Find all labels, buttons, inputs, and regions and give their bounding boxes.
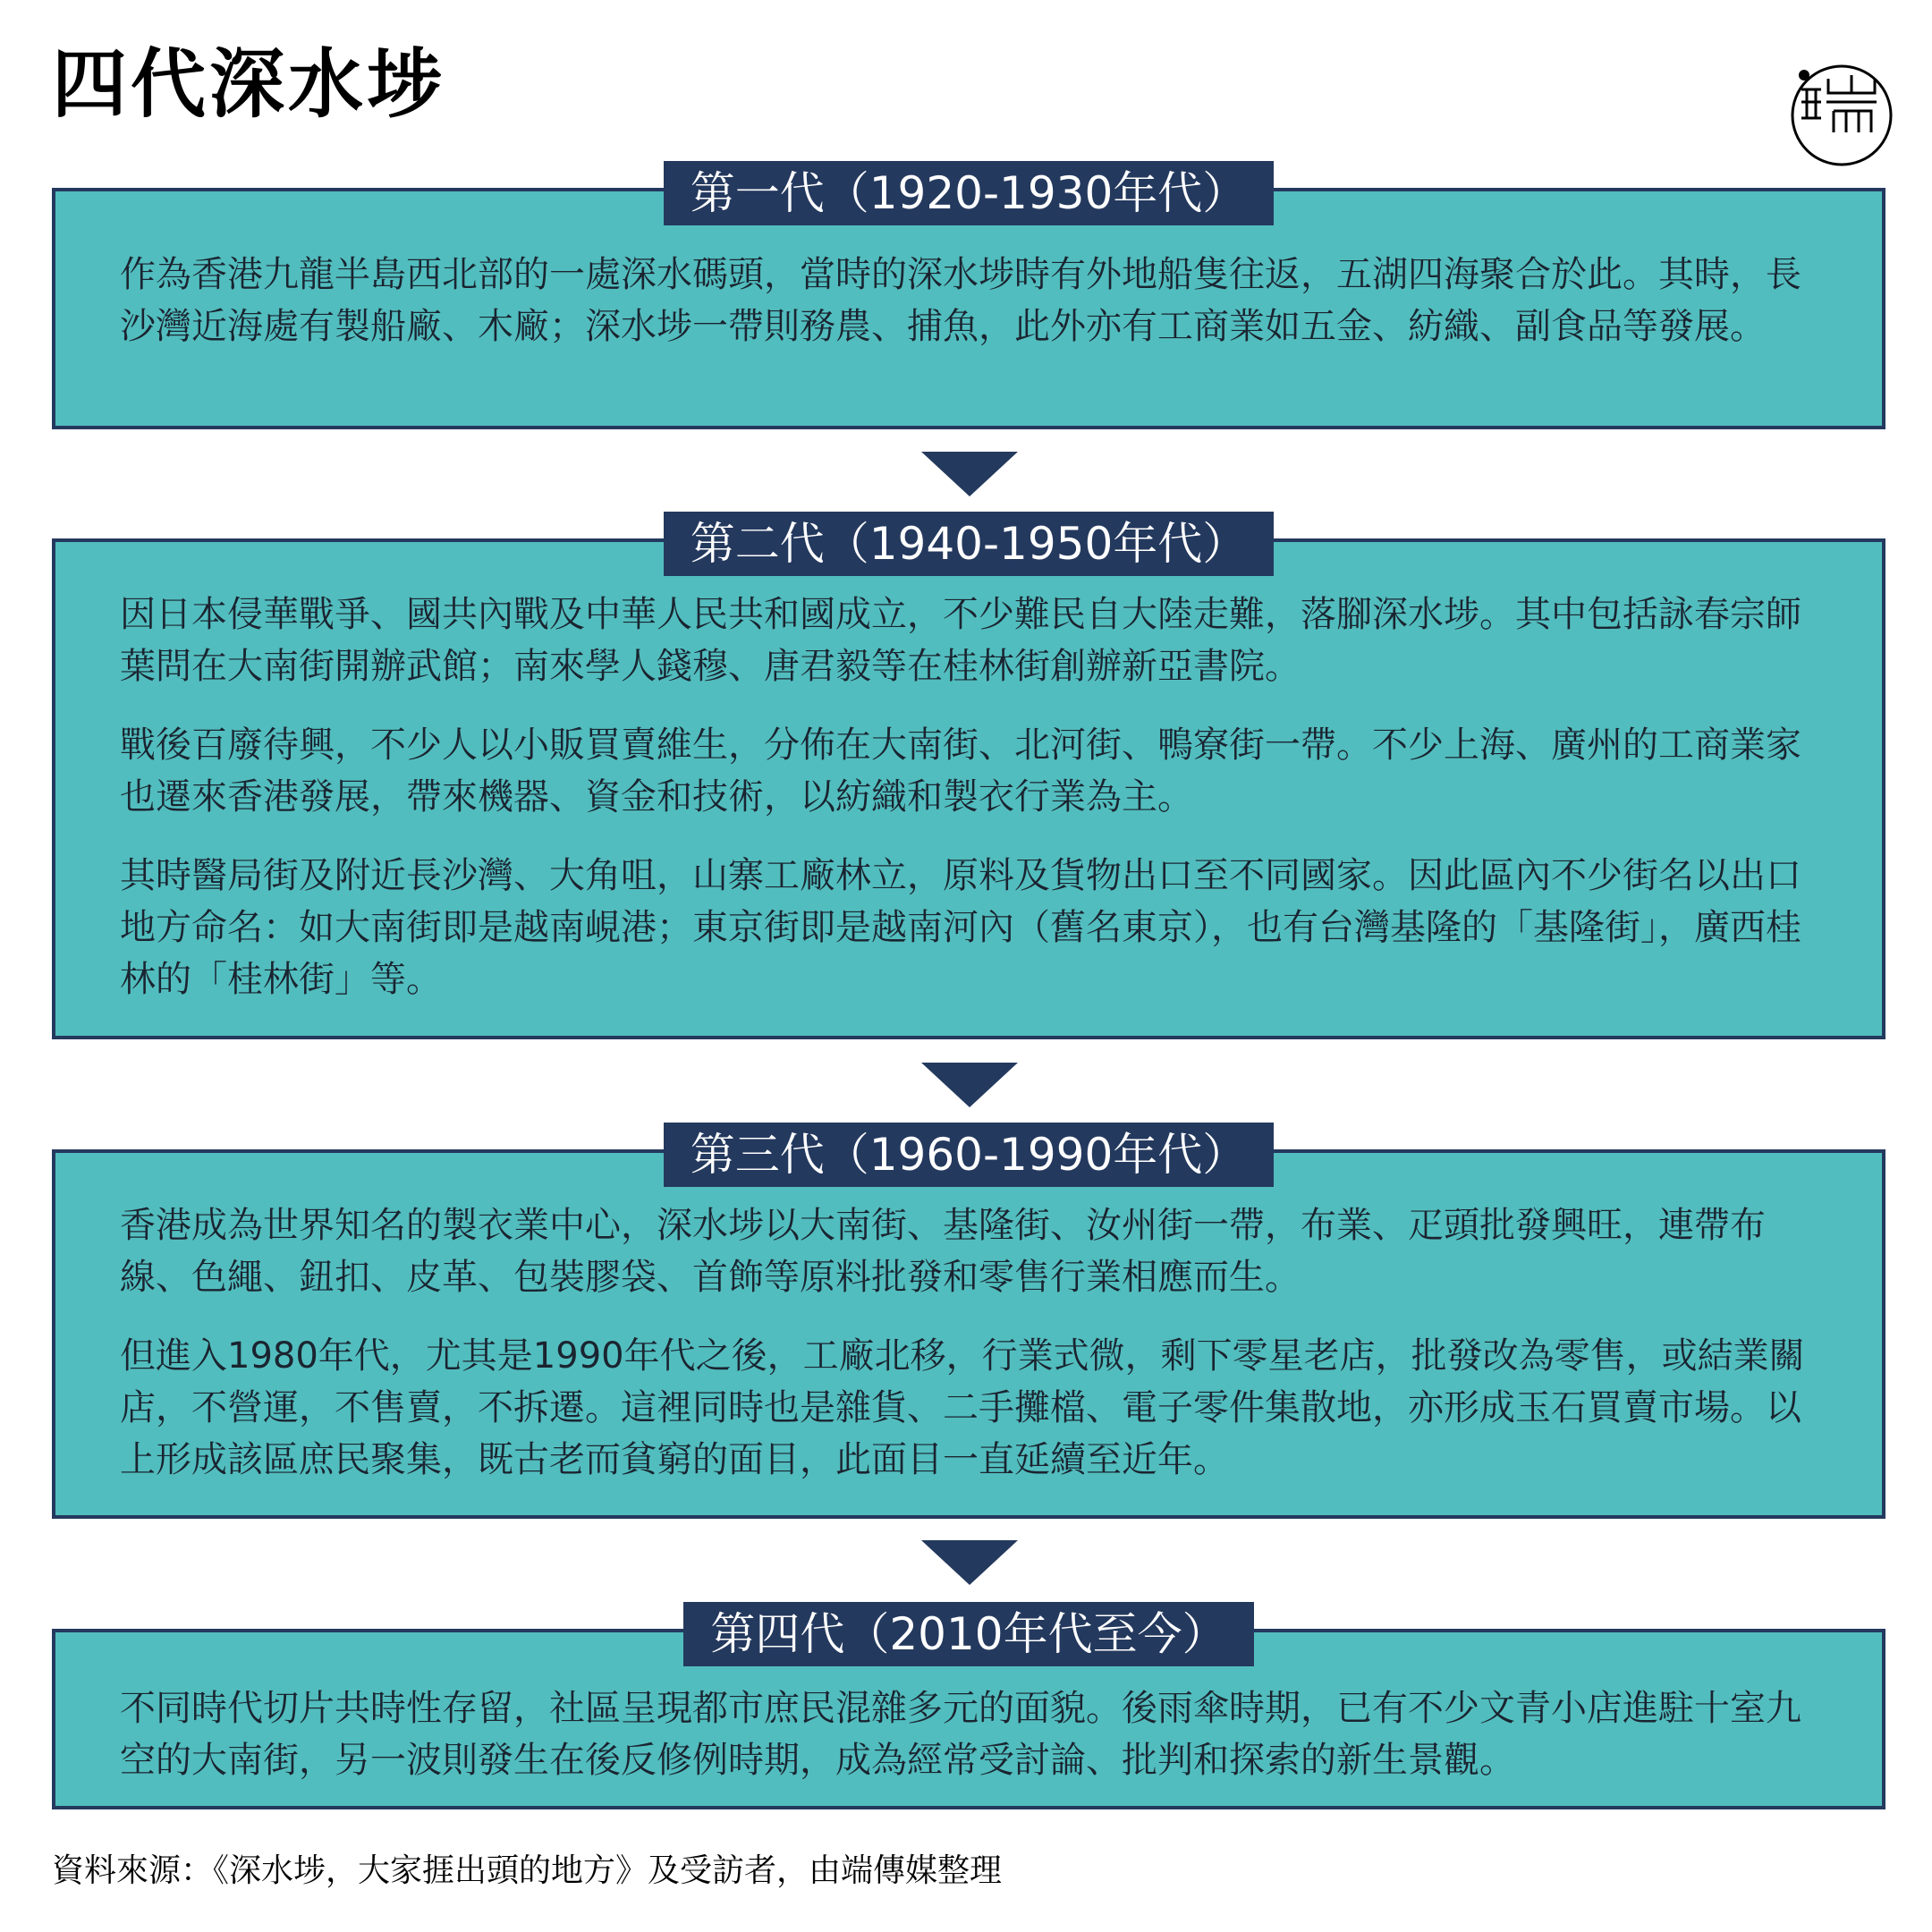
generation-3-box [52,1149,1885,1519]
generation-4-paragraph: 不同時代切片共時性存留，社區呈現都市庶民混雜多元的面貌。後雨傘時期，已有不少文青小店進駐十室九空的大南街，另一波則發生在後反修例時期，成為經常受討論、批判和探索的新生景觀。 [120,1688,1801,1781]
down-arrow-icon [921,452,1018,496]
generation-3-paragraph-1: 香港成為世界知名的製衣業中心，深水埗以大南街、基隆街、汝州街一帶，布業、疋頭批發興旺，連帶布線、色繩、鈕扣、皮革、包裝膠袋、首飾等原料批發和零售行業相應而生。 [120,1205,1766,1298]
generation-1-label [52,161,1885,225]
generation-2-paragraph-3: 其時醫局街及附近長沙灣、大角咀，山寨工廠林立，原料及貨物出口至不同國家。因此區內不少街名以出口地方命名：如大南街即是越南峴港；東京街即是越南河內（舊名東京），也有台灣基隆的「基隆街」，廣西桂林的「桂林街」等。 [120,855,1801,1000]
generation-4-label-text: 第四代（2010年代至今） [683,1602,1253,1666]
page-title: 四代深水埗 [52,40,446,128]
generation-3-text [120,1199,1828,1486]
generation-1-section [52,161,1885,429]
down-arrow-icon [921,1063,1018,1107]
generation-1-paragraph: 作為香港九龍半島西北部的一處深水碼頭，當時的深水埗時有外地船隻往返，五湖四海聚合於此。其時，長沙灣近海處有製船廠、木廠；深水埗一帶則務農、捕魚，此外亦有工商業如五金、紡織、副食品等發展。 [120,254,1801,347]
generation-2-label [52,512,1885,576]
generation-2-paragraph-1: 因日本侵華戰爭、國共內戰及中華人民共和國成立，不少難民自大陸走難，落腳深水埗。其中包括詠春宗師葉問在大南街開辦武館；南來學人錢穆、唐君毅等在桂林街創辦新亞書院。 [120,594,1801,687]
generation-2-section [52,512,1885,1039]
generation-3-paragraph-2: 但進入1980年代，尤其是1990年代之後，工廠北移，行業式微，剩下零星老店，批發改為零售，或結業關店，不營運，不售賣，不拆遷。這裡同時也是雜貨、二手攤檔、電子零件集散地，亦形成玉石買賣市場。以上形成該區庶民聚集，既古老而貧窮的面目，此面目一直延續至近年。 [120,1335,1805,1480]
generation-4-text [120,1682,1828,1786]
generation-2-box [52,538,1885,1039]
generation-4-section [52,1602,1885,1809]
down-arrow-icon [921,1540,1018,1585]
generation-1-text [120,249,1828,352]
generation-1-label-text: 第一代（1920-1930年代） [664,161,1275,225]
generation-2-text [120,589,1828,1005]
generation-2-paragraph-2: 戰後百廢待興，不少人以小販買賣維生，分佈在大南街、北河街、鴨寮街一帶。不少上海、廣州的工商業家也遷來香港發展，帶來機器、資金和技術，以紡織和製衣行業為主。 [120,724,1801,818]
source-note: 資料來源：《深水埗，大家捱出頭的地方》及受訪者，由端傳媒整理 [52,1852,1003,1889]
generation-3-section [52,1123,1885,1519]
generation-4-label [52,1602,1885,1666]
generation-3-label-text: 第三代（1960-1990年代） [664,1123,1275,1187]
generation-3-label [52,1123,1885,1187]
generation-2-label-text: 第二代（1940-1950年代） [664,512,1275,576]
initium-logo [1789,63,1894,168]
